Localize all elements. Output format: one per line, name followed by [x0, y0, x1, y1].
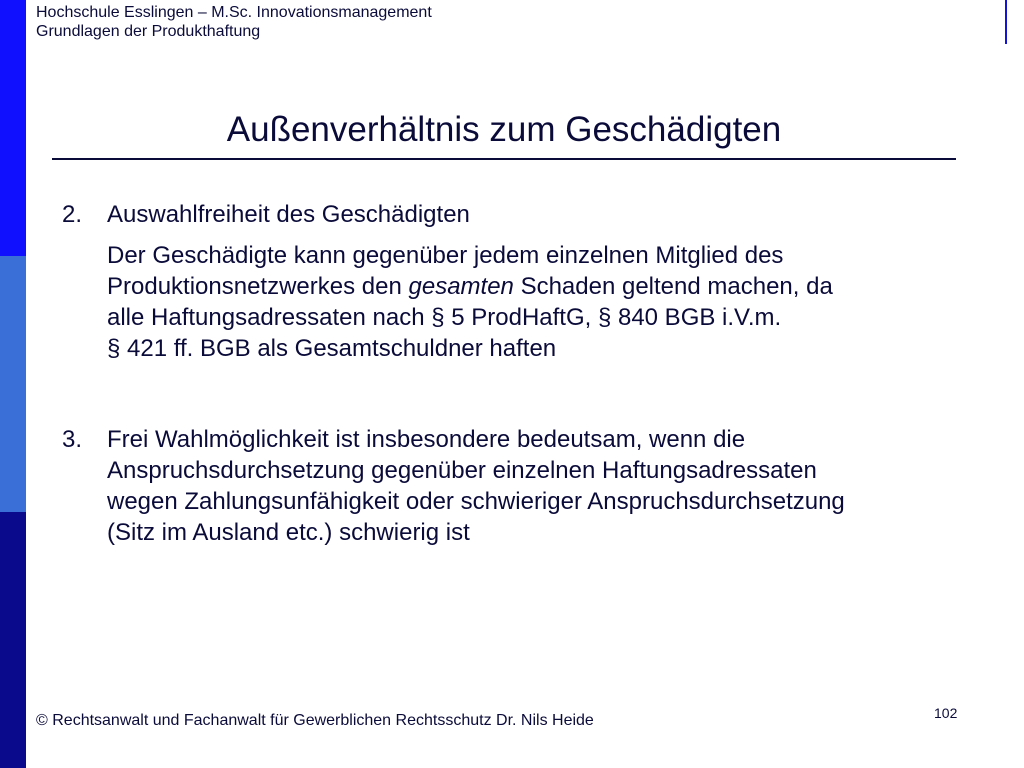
list-item-heading: Auswahlfreiheit des Geschädigten — [107, 201, 470, 228]
list-item-line: Anspruchsdurchsetzung gegenüber einzelnen Haftungsadressaten — [107, 457, 817, 484]
list-item-line: wegen Zahlungsunfähigkeit oder schwieriger Anspruchsdurchsetzung — [107, 488, 845, 515]
left-bar-segment-middle — [0, 256, 26, 512]
list-item-3 — [62, 424, 992, 548]
top-right-accent-line — [1005, 0, 1007, 44]
left-bar-segment-top — [0, 0, 26, 256]
paragraph-text: Produktionsnetzwerkes den — [107, 273, 409, 300]
title-underline — [52, 158, 956, 160]
paragraph-line-1: Der Geschädigte kann gegenüber jedem einzelnen Mitglied des — [107, 242, 784, 269]
list-item-line: Frei Wahlmöglichkeit ist insbesondere bedeutsam, wenn die — [107, 426, 746, 453]
emphasized-word: gesamten — [408, 273, 514, 300]
list-item-line: (Sitz im Ausland etc.) schwierig ist — [107, 519, 470, 546]
footer-copyright: © Rechtsanwalt und Fachanwalt für Gewerblichen Rechtsschutz Dr. Nils Heide — [36, 712, 594, 729]
paragraph-line-2 — [107, 271, 987, 302]
list-number: 3. — [62, 426, 83, 453]
list-item-2 — [62, 199, 992, 230]
left-bar-segment-bottom — [0, 512, 26, 768]
slide-title: Außenverhältnis zum Geschädigten — [226, 110, 782, 149]
header-institution: Hochschule Esslingen – M.Sc. Innovationsmanagement — [36, 4, 432, 21]
paragraph-line-4: § 421 ff. BGB als Gesamtschuldner haften — [107, 335, 557, 362]
list-item-text — [107, 424, 992, 548]
page-number: 102 — [934, 705, 958, 721]
header-course: Grundlagen der Produkthaftung — [36, 23, 261, 40]
list-number: 2. — [62, 201, 83, 228]
explanation-paragraph — [107, 240, 987, 364]
left-color-bar — [0, 0, 26, 768]
slide-header — [36, 3, 432, 41]
paragraph-line-3: alle Haftungsadressaten nach § 5 ProdHaftG, § 840 BGB i.V.m. — [107, 304, 782, 331]
paragraph-text: Schaden geltend machen, da — [513, 273, 833, 300]
